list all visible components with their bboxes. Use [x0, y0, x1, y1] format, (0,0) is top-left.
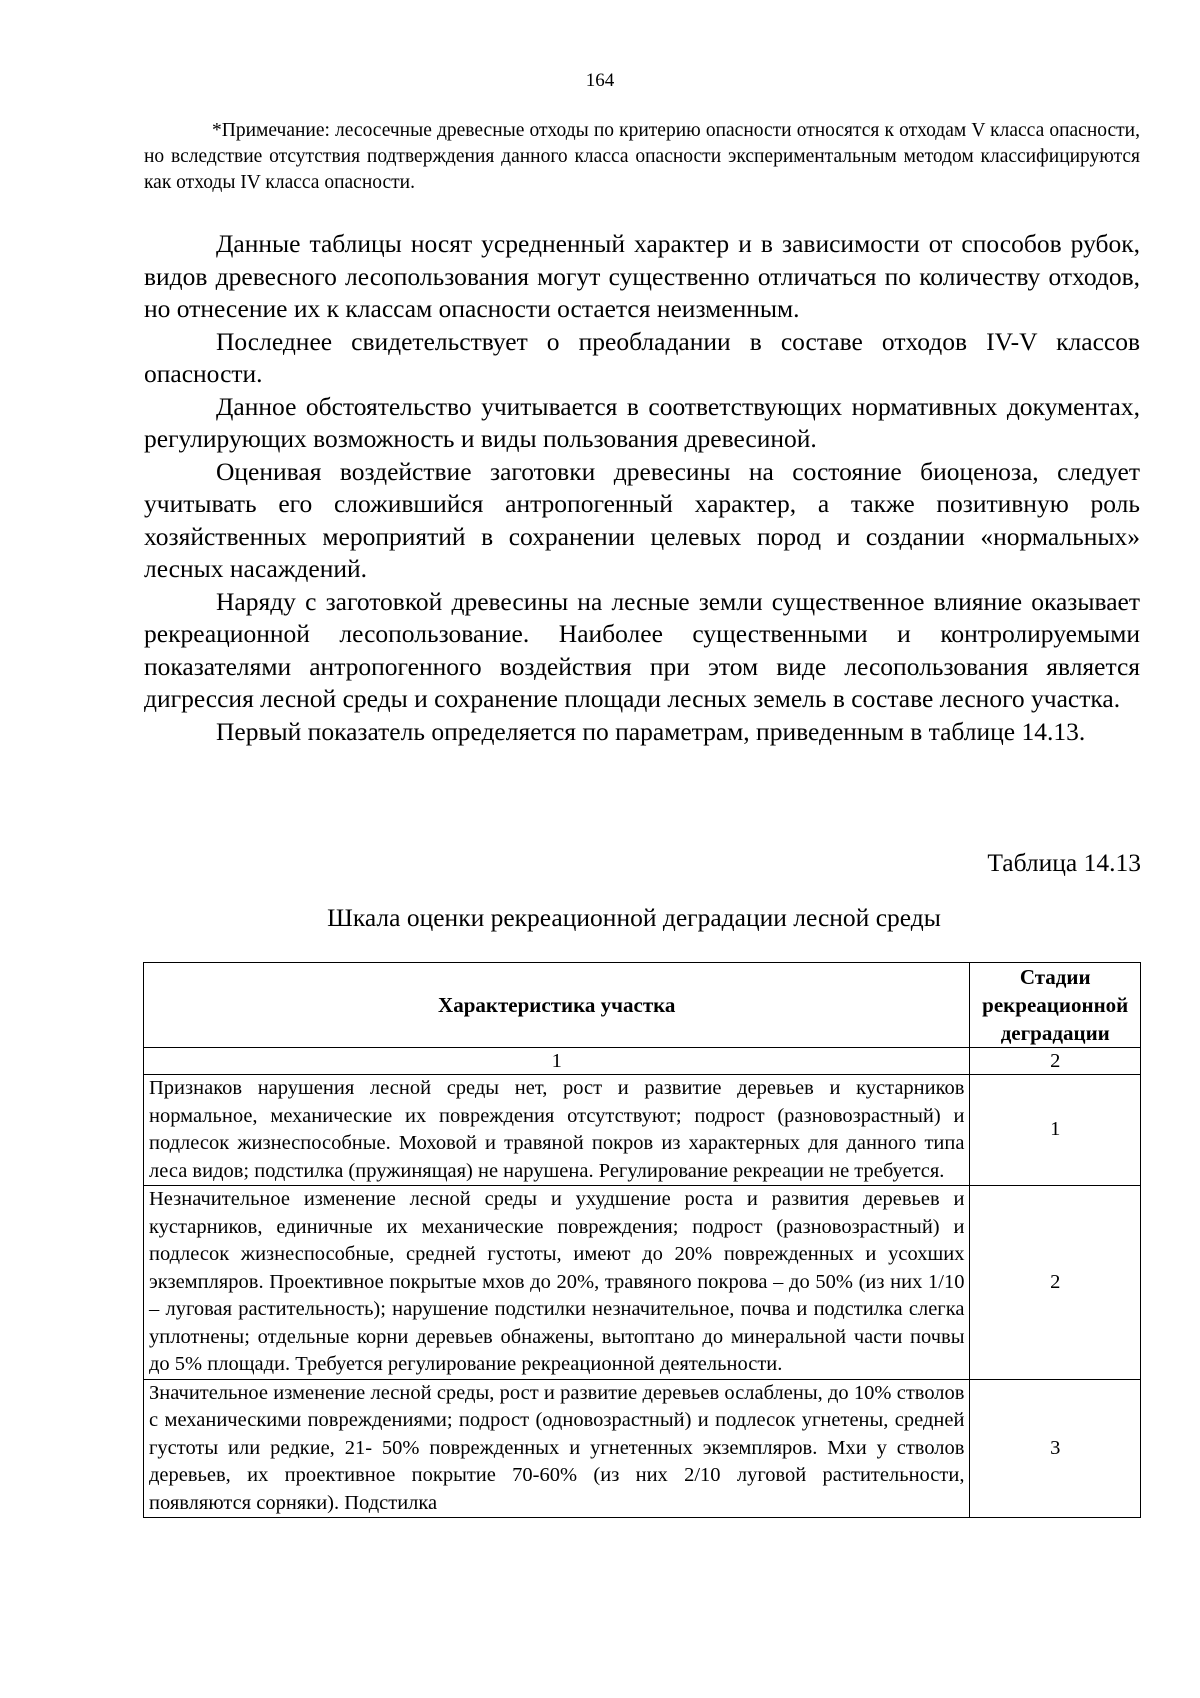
column-number: 2	[970, 1048, 1141, 1075]
table-header-row	[144, 963, 1141, 1048]
footnote-note: *Примечание: лесосечные древесные отходы по критерию опасности относятся к отходам V класса опасности, но вследствие отсутствия подтверждения данного класса опасности экспериментальным методом классифицируются как отходы IV класса опасности.	[144, 120, 1140, 193]
paragraph: Оценивая воздействие заготовки древесины на состояние биоценоза, следует учитывать его сложившийся антропогенный характер, а также позитивную роль хозяйственных мероприятий в сохранении целевых пород и создании «нормальных» лесных насаждений.	[144, 456, 1140, 583]
page-number: 164	[585, 70, 615, 91]
header-stage: Стадии рекреационной деградации	[970, 963, 1141, 1048]
row-description: Незначительное изменение лесной среды и ухудшение роста и развития деревьев и кустарников, единичные их механические повреждения; подрост (разновозрастный) и подлесок жизнеспособные, средней густоты, имеют до 20% поврежденных и усохших экземпляров. Проективное покрытые мхов до 20%, травяного покрова – до 50% (из них 1/10 – луговая растительность); нарушение подстилки незначительное, почва и подстилка слегка уплотнены; отдельные корни деревьев обнажены, вытоптано до минеральной части почвы до 5% площади. Требуется регулирование рекреационной деятельности.	[144, 1186, 970, 1380]
table-label: Таблица 14.13	[987, 848, 1141, 877]
table-row	[144, 1186, 1141, 1380]
paragraph: Последнее свидетельствует о преобладании в составе отходов IV-V классов опасности.	[144, 326, 1140, 388]
table-row	[144, 1379, 1141, 1518]
paragraph: Первый показатель определяется по параметрам, приведенным в таблице 14.13.	[216, 716, 1086, 746]
row-stage: 3	[970, 1379, 1141, 1518]
header-characteristic: Характеристика участка	[144, 963, 970, 1048]
row-description: Признаков нарушения лесной среды нет, рост и развитие деревьев и кустарников нормальное, механические их повреждения отсутствуют; подрост (разновозрастный) и подлесок жизнеспособные. Моховой и травяной покров из характерных для данного типа леса видов; подстилка (пружинящая) не нарушена. Регулирование рекреации не требуется.	[144, 1075, 970, 1186]
paragraph: Данные таблицы носят усредненный характер и в зависимости от способов рубок, видов древесного лесопользования могут существенно отличаться по количеству отходов, но отнесение их к классам опасности остается неизменным.	[144, 229, 1140, 323]
degradation-table	[143, 962, 1141, 1518]
column-number: 1	[144, 1048, 970, 1075]
body-text	[144, 228, 1140, 748]
row-description: Значительное изменение лесной среды, рост и развитие деревьев ослаблены, до 10% стволов с механическими повреждениями; подрост (одновозрастный) и подлесок угнетены, средней густоты или редкие, 21- 50% поврежденных и угнетенных экземпляров. Мхи у стволов деревьев, их проективное покрытие 70-60% (из них 2/10 луговой растительности, появляются сорняки). Подстилка	[144, 1379, 970, 1518]
table-row	[144, 1075, 1141, 1186]
column-number-row	[144, 1048, 1141, 1075]
paragraph: Наряду с заготовкой древесины на лесные земли существенное влияние оказывает рекреационной лесопользование. Наиболее существенными и контролируемыми показателями антропогенного воздействия при этом виде лесопользования является дигрессия лесной среды и сохранение площади лесных земель в составе лесного участка.	[144, 586, 1140, 713]
paragraph: Данное обстоятельство учитывается в соответствующих нормативных документах, регулирующих возможность и виды пользования древесиной.	[144, 391, 1140, 453]
row-stage: 1	[970, 1075, 1141, 1186]
table-title: Шкала оценки рекреационной деградации лесной среды	[327, 903, 941, 932]
row-stage: 2	[970, 1186, 1141, 1380]
